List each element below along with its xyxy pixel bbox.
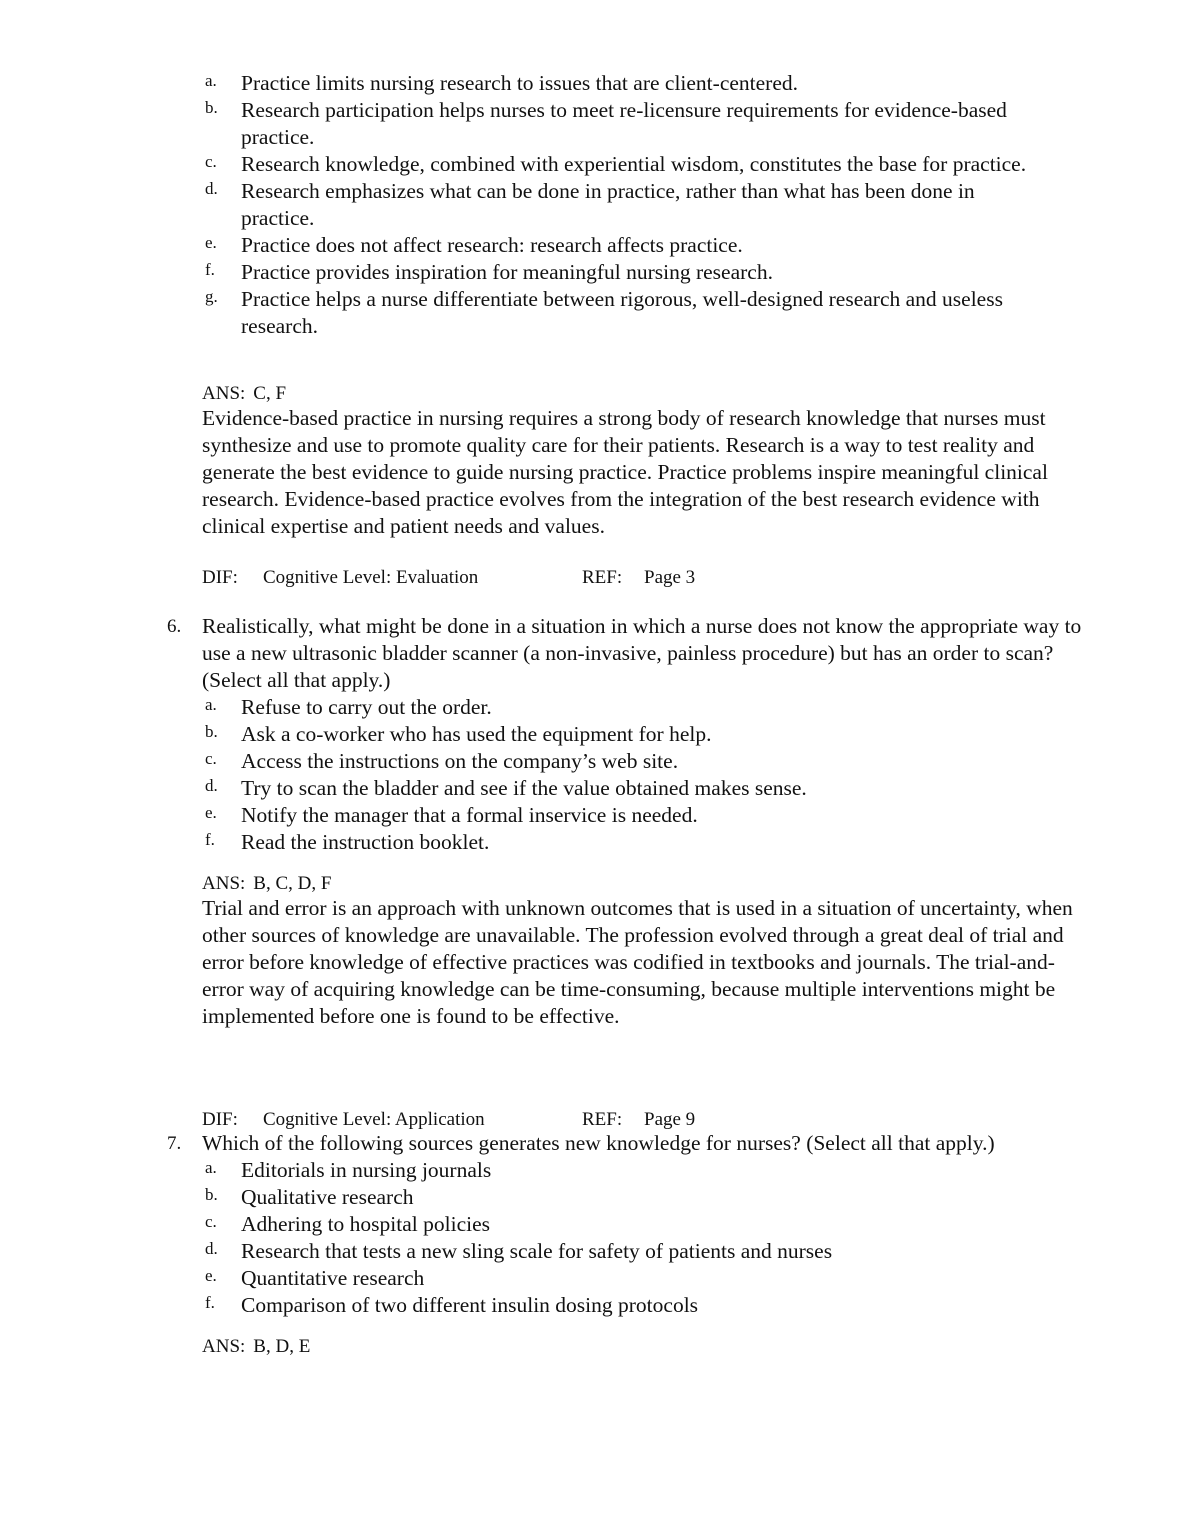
option-text: Read the instruction booklet. xyxy=(241,830,490,854)
option-item xyxy=(0,178,1041,232)
ref-value: Page 9 xyxy=(644,1109,696,1130)
option-item xyxy=(0,748,1041,775)
option-text: Research that tests a new sling scale for safety of patients and nurses xyxy=(241,1239,833,1263)
option-text: Practice helps a nurse differentiate between rigorous, well-designed research and useless research. xyxy=(241,287,1003,338)
option-text: Research participation helps nurses to meet re-licensure requirements for evidence-based practice. xyxy=(241,98,1007,149)
option-item xyxy=(0,70,1041,97)
option-text: Access the instructions on the company’s web site. xyxy=(241,749,679,773)
option-text: Practice provides inspiration for meaningful nursing research. xyxy=(241,260,773,284)
option-letter: a. xyxy=(205,695,217,714)
question-7 xyxy=(0,1130,1190,1319)
ans-label: ANS: xyxy=(202,873,246,894)
option-text: Research emphasizes what can be done in practice, rather than what has been done in practice. xyxy=(241,179,975,230)
option-item xyxy=(0,1265,1041,1292)
option-text: Ask a co-worker who has used the equipment for help. xyxy=(241,722,712,746)
option-letter: f. xyxy=(205,1293,215,1312)
option-text: Try to scan the bladder and see if the value obtained makes sense. xyxy=(241,776,807,800)
ans-value: B, D, E xyxy=(253,1336,311,1357)
option-item xyxy=(0,775,1041,802)
dif-label: DIF: xyxy=(202,567,238,588)
option-letter: g. xyxy=(205,287,218,306)
option-letter: c. xyxy=(205,749,217,768)
question-text: Realistically, what might be done in a situation in which a nurse does not know the appropriate way to use a new ultrasonic bladder scanner (a non-invasive, painless procedure) but has an order to scan? (Select all that apply.) xyxy=(202,614,1082,692)
option-letter: d. xyxy=(205,776,218,795)
option-item xyxy=(0,1157,1041,1184)
option-item xyxy=(0,151,1041,178)
option-text: Refuse to carry out the order. xyxy=(241,695,492,719)
option-item xyxy=(0,1211,1041,1238)
option-text: Qualitative research xyxy=(241,1185,414,1209)
ref-label: REF: xyxy=(582,1109,623,1130)
option-text: Practice does not affect research: research affects practice. xyxy=(241,233,743,257)
dif-value: Cognitive Level: Application xyxy=(263,1109,485,1130)
option-letter: c. xyxy=(205,152,217,171)
option-item xyxy=(0,286,1041,340)
answer-line xyxy=(0,871,1190,896)
option-text: Quantitative research xyxy=(241,1266,425,1290)
option-letter: b. xyxy=(205,98,218,117)
option-letter: e. xyxy=(205,233,217,252)
option-item xyxy=(0,232,1041,259)
option-item xyxy=(0,802,1041,829)
section1-options xyxy=(0,70,1190,340)
answer-line xyxy=(0,381,1190,406)
dif-ref-line xyxy=(0,564,1190,590)
option-text: Comparison of two different insulin dosing protocols xyxy=(241,1293,699,1317)
option-text: Practice limits nursing research to issues that are client-centered. xyxy=(241,71,798,95)
question-6 xyxy=(0,613,1190,856)
ans-value: B, C, D, F xyxy=(253,873,332,894)
option-letter: e. xyxy=(205,1266,217,1285)
answer-line xyxy=(0,1334,1190,1359)
option-letter: c. xyxy=(205,1212,217,1231)
option-text: Editorials in nursing journals xyxy=(241,1158,492,1182)
option-text: Research knowledge, combined with experiential wisdom, constitutes the base for practice. xyxy=(241,152,1027,176)
option-item xyxy=(0,97,1041,151)
question-text: Which of the following sources generates new knowledge for nurses? (Select all that apply.) xyxy=(202,1131,995,1155)
question-stem xyxy=(0,613,1082,694)
dif-label: DIF: xyxy=(202,1109,238,1130)
question-stem xyxy=(0,1130,1102,1157)
option-letter: f. xyxy=(205,830,215,849)
rationale: Trial and error is an approach with unknown outcomes that is used in a situation of uncertainty, when other sources of knowledge are unavailable. The profession evolved through a great deal of trial and error before knowledge of effective practices was codified in textbooks and journals. The trial-and-error way of acquiring knowledge can be time-consuming, because multiple interventions might be implemented before one is found to be effective. xyxy=(202,896,1073,1028)
option-letter: e. xyxy=(205,803,217,822)
ans-label: ANS: xyxy=(202,1336,246,1357)
option-text: Notify the manager that a formal inservice is needed. xyxy=(241,803,698,827)
option-letter: f. xyxy=(205,260,215,279)
option-text: Adhering to hospital policies xyxy=(241,1212,491,1236)
dif-value: Cognitive Level: Evaluation xyxy=(263,567,479,588)
option-item xyxy=(0,259,1041,286)
option-letter: a. xyxy=(205,71,217,90)
rationale: Evidence-based practice in nursing requires a strong body of research knowledge that nurses must synthesize and use to promote quality care for their patients. Research is a way to test reality and generate the best evidence to guide nursing practice. Practice problems inspire meaningful clinical research. Evidence-based practice evolves from the integration of the best research evidence with clinical expertise and patient needs and values. xyxy=(202,406,1048,538)
ans-value: C, F xyxy=(253,383,287,404)
option-item xyxy=(0,721,1041,748)
option-item xyxy=(0,829,1041,856)
ref-value: Page 3 xyxy=(644,567,696,588)
question-number: 7. xyxy=(167,1133,182,1154)
dif-ref-line xyxy=(0,1106,1190,1132)
option-letter: b. xyxy=(205,722,218,741)
option-letter: d. xyxy=(205,1239,218,1258)
ans-label: ANS: xyxy=(202,383,246,404)
option-item xyxy=(0,1292,1041,1319)
option-item xyxy=(0,1238,1041,1265)
option-letter: a. xyxy=(205,1158,217,1177)
option-letter: b. xyxy=(205,1185,218,1204)
option-letter: d. xyxy=(205,179,218,198)
option-item xyxy=(0,1184,1041,1211)
ref-label: REF: xyxy=(582,567,623,588)
question-number: 6. xyxy=(167,616,182,637)
option-item xyxy=(0,694,1041,721)
